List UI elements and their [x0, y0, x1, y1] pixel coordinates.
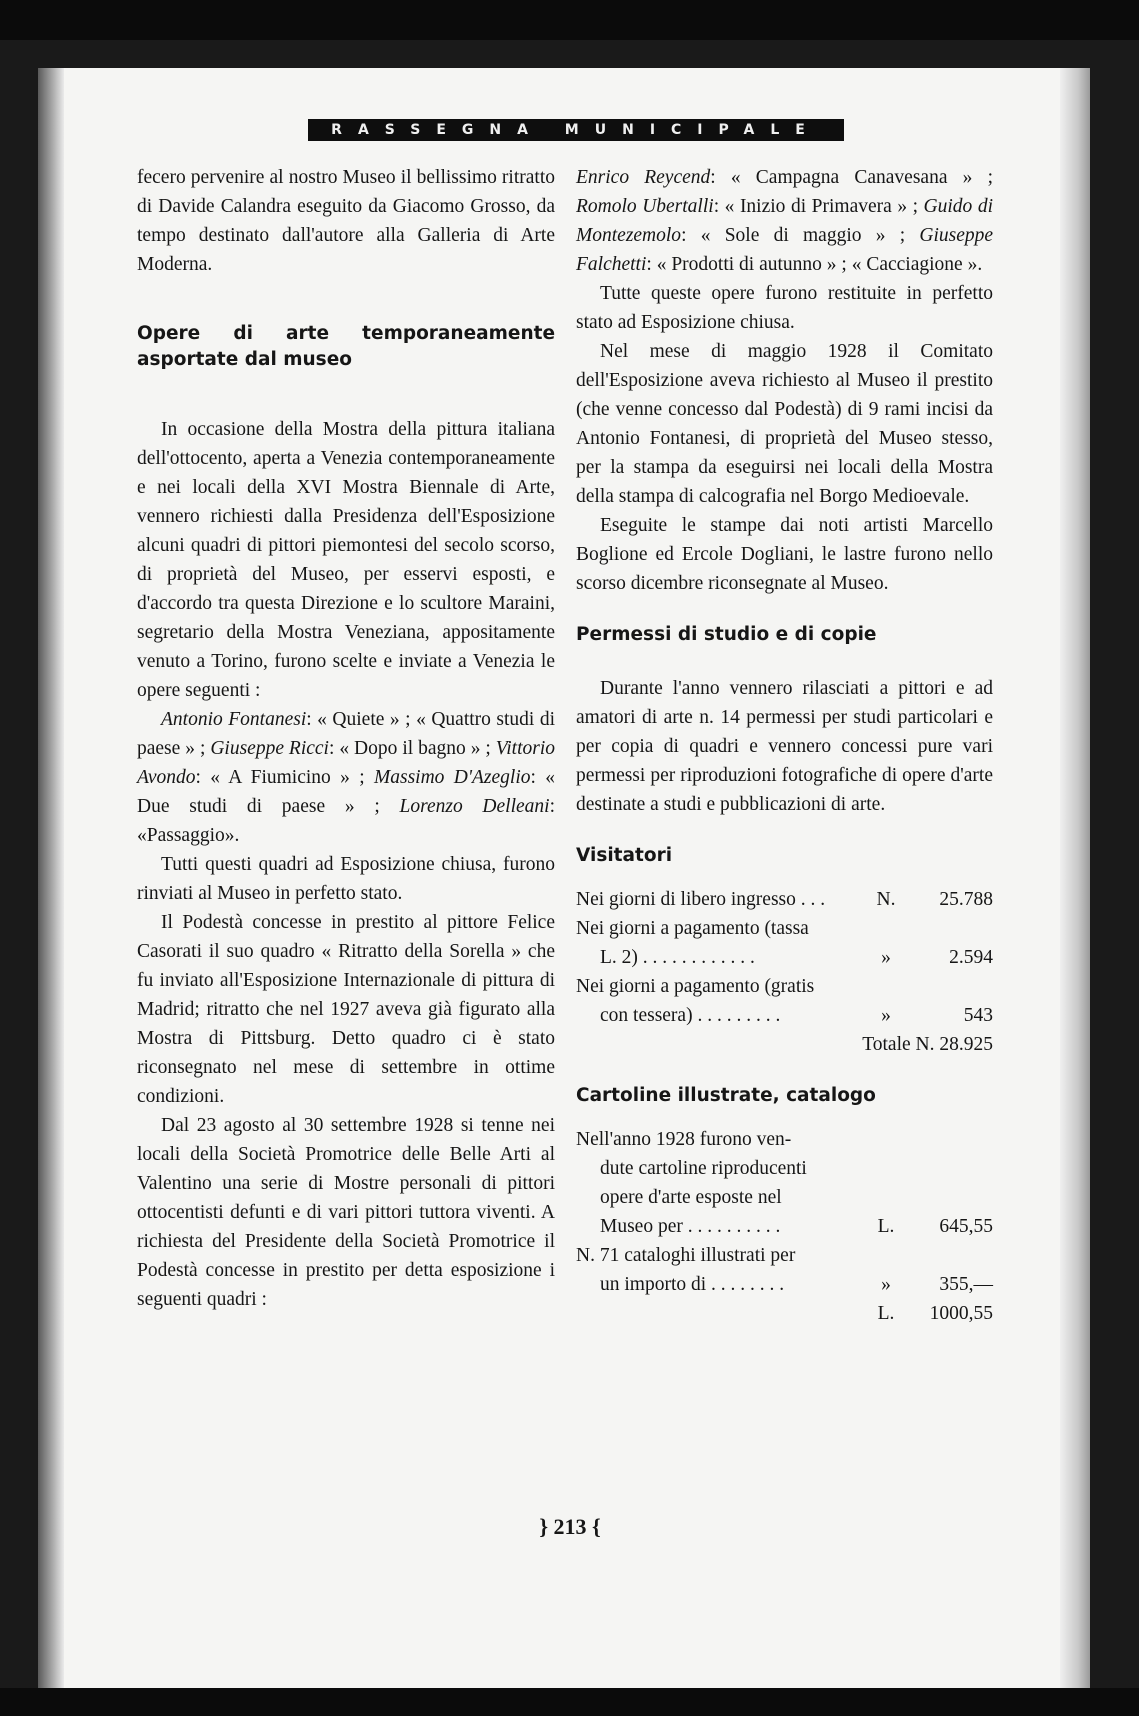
works-list-promotrice: Enrico Reycend: « Campagna Canavesana » ; Romolo Ubertalli: « Inizio di Primavera » ; Guido di Montezemolo: « Sole di maggio » ; Giuseppe Falchetti: « Prodotti di autunno » ; « Cacciagione ». [576, 167, 994, 275]
row-currency: » [881, 1274, 891, 1295]
paragraph-permessi: Durante l'anno vennero rilasciati a pittori e ad amatori di arte n. 14 permessi per studi particolari e per copia di quadri e vennero concessi pure vari permessi per riproduzioni fotografiche di opere d'arte destinate a studi e pubblicazioni di arte. [576, 678, 993, 815]
row-label-line: opere d'arte esposte nel [600, 1187, 782, 1208]
work-title: « Dopo il bagno » ; [339, 738, 491, 759]
artist-name: Enrico Reycend [576, 167, 711, 188]
row-label-line: Nei giorni a pagamento (gratis [576, 976, 815, 997]
section-heading-permessi: Permessi di studio e di copie [576, 624, 877, 645]
row-currency: L. [877, 1216, 895, 1237]
row-label-line: dute cartoline riproducenti [600, 1158, 807, 1179]
work-title: « Quiete » ; « Quattro studi di paese » ; [137, 709, 555, 759]
table-row [576, 943, 993, 972]
row-currency: » [881, 947, 891, 968]
left-column [137, 163, 555, 1314]
section-heading-opere: Opere di arte temporaneamente asportate dal museo [137, 323, 555, 370]
artist-name: Massimo D'Azeglio [373, 767, 531, 788]
visitors-table [576, 885, 993, 1059]
cartoline-table [576, 1125, 993, 1328]
row-label: L. 2) . . . . . . . . . . . . [600, 947, 755, 968]
row-value: 1000,55 [929, 1303, 993, 1324]
scan-top-border [0, 0, 1139, 40]
artist-name: Guido di Montezemolo [576, 196, 993, 246]
work-title: « Prodotti di autunno » ; « Cacciagione ». [656, 254, 983, 275]
row-currency: » [881, 1005, 891, 1026]
visitors-total: Totale N. 28.925 [862, 1034, 993, 1055]
row-label-line: Nei giorni a pagamento (tassa [576, 918, 809, 939]
table-row [576, 885, 993, 914]
works-list-venezia: Antonio Fontanesi: « Quiete » ; « Quattro studi di paese » ; Giuseppe Ricci: « Dopo il bagno » ; Vittorio Avondo: « A Fiumicino » ; Massimo D'Azeglio: « Due studi di paese » ; Lorenzo Delleani: «Passaggio». [137, 709, 556, 846]
paragraph-rinviati: Tutti questi quadri ad Esposizione chiusa, furono rinviati al Museo in perfetto stato. [137, 854, 555, 904]
row-label: un importo di . . . . . . . . [600, 1274, 785, 1295]
work-title: « Sole di maggio » ; [700, 225, 906, 246]
table-row-total [576, 1299, 993, 1328]
paragraph-casorati: Il Podestà concesse in prestito al pittore Felice Casorati il suo quadro « Ritratto della Sorella » che fu inviato all'Esposizione Internazionale di pittura di Madrid; ritratto che nel 1927 aveva già figurato alla Mostra di Pittsburg. Detto quadro ci è stato riconsegnato nel mese di settembre in ottime condizioni. [137, 912, 555, 1107]
artist-name: Giuseppe Ricci [210, 738, 329, 759]
work-title: « Campagna Canavesana » ; [730, 167, 993, 188]
right-column [576, 163, 993, 1328]
section-heading-visitatori: Visitatori [576, 845, 673, 866]
work-title: « Due studi di paese » ; [137, 767, 556, 817]
row-label-line: Nell'anno 1928 furono ven- [576, 1129, 792, 1150]
row-currency: L. [877, 1303, 895, 1324]
row-currency: N. [876, 889, 896, 910]
paragraph-stampe: Eseguite le stampe dai noti artisti Marcello Boglione ed Ercole Dogliani, le lastre furono nello scorso dicembre riconsegnate al Museo. [576, 515, 993, 594]
row-value: 355,— [939, 1274, 993, 1295]
work-title: « Inizio di Primavera » ; [724, 196, 919, 217]
page-number: } 213 { [539, 1514, 601, 1539]
row-label: con tessera) . . . . . . . . . [600, 1005, 781, 1026]
artist-name: Lorenzo Delleani [399, 796, 550, 817]
page-edge-shadow [1060, 68, 1090, 1688]
row-label: Nei giorni di libero ingresso . . . [576, 889, 826, 910]
row-value: 645,55 [939, 1216, 993, 1237]
work-title: «Passaggio». [137, 825, 240, 846]
row-label-line: N. 71 cataloghi illustrati per [576, 1245, 796, 1266]
paragraph-mostra-venezia: In occasione della Mostra della pittura italiana dell'ottocento, aperta a Venezia contemporaneamente e nei locali della XVI Mostra Biennale di Arte, vennero richiesti dalla Presidenza dell'Esposizione alcuni quadri di pittori piemontesi del secolo scorso, di proprietà del Museo, per esservi esposti, e d'accordo tra questa Direzione e lo scultore Maraini, segretario della Mostra Veneziana, appositamente venuto a Torino, furono scelte e inviate a Venezia le opere seguenti : [137, 419, 555, 701]
work-title: « A Fiumicino » ; [210, 767, 365, 788]
table-row [576, 1270, 993, 1299]
paragraph-restituite: Tutte queste opere furono restituite in perfetto stato ad Esposizione chiusa. [576, 283, 993, 333]
section-heading-cartoline: Cartoline illustrate, catalogo [576, 1085, 876, 1106]
table-row [576, 1001, 993, 1030]
artist-name: Vittorio Avondo [137, 738, 556, 788]
table-row [576, 1212, 993, 1241]
artist-name: Giuseppe Falchetti [576, 225, 994, 275]
paragraph-promotrice: Dal 23 agosto al 30 settembre 1928 si tenne nei locali della Società Promotrice delle Belle Arti al Valentino una serie di Mostre personali di pittori ottocentisti defunti e di vari pittori tuttora viventi. A richiesta del Presidente della Società Promotrice il Podestà concesse in prestito per detta esposizione i seguenti quadri : [137, 1115, 555, 1310]
row-value: 25.788 [939, 889, 993, 910]
row-value: 2.594 [949, 947, 993, 968]
intro-paragraph: fecero pervenire al nostro Museo il bellissimo ritratto di Davide Calandra eseguito da Giacomo Grosso, da tempo destinato dall'autore alla Galleria di Arte Moderna. [137, 167, 555, 275]
page-spine-shadow [38, 68, 64, 1688]
artist-name: Romolo Ubertalli [576, 196, 714, 217]
row-value: 543 [963, 1005, 993, 1026]
row-label: Museo per . . . . . . . . . . [600, 1216, 781, 1237]
paragraph-rami-incisi: Nel mese di maggio 1928 il Comitato dell'Esposizione aveva richiesto al Museo il prestito (che venne concesso dal Podestà) di 9 rami incisi da Antonio Fontanesi, di proprietà del Museo stesso, per la stampa da eseguirsi nei locali della Mostra della stampa di calcografia nel Borgo Medioevale. [576, 341, 993, 507]
running-header: RASSEGNA MUNICIPALE [308, 119, 844, 141]
artist-name: Antonio Fontanesi [161, 709, 307, 730]
scan-bottom-border [0, 1688, 1139, 1716]
